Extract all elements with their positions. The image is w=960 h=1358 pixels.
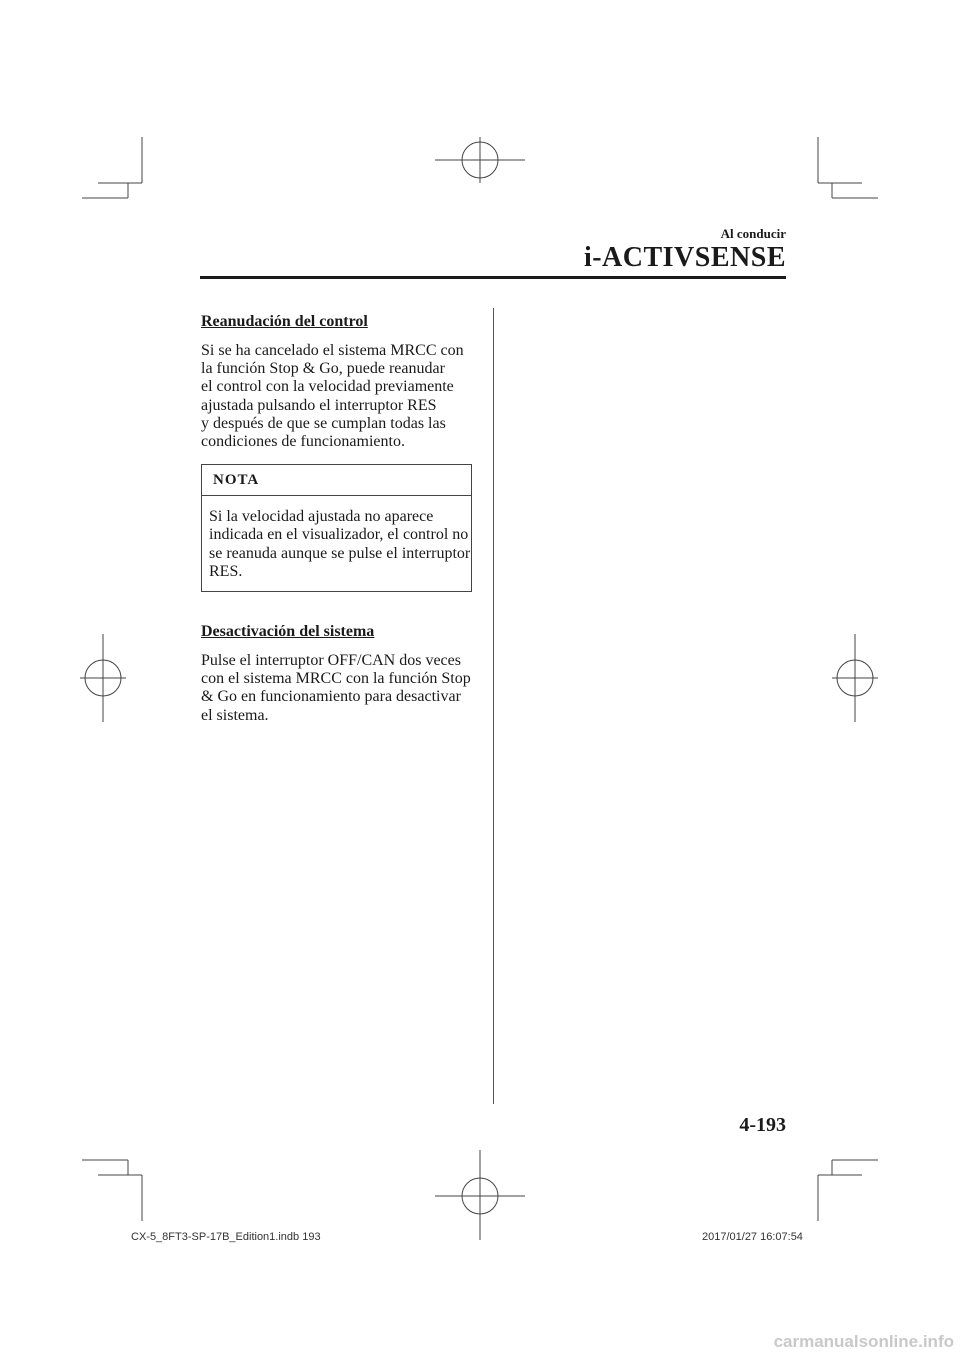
footer-file-info: CX-5_8FT3-SP-17B_Edition1.indb 193	[131, 1231, 321, 1243]
note-body	[202, 496, 471, 591]
resume-line: el control con la velocidad previamente	[201, 378, 454, 396]
left-column	[201, 312, 476, 725]
note-title: NOTA	[202, 465, 471, 496]
resume-line: y después de que se cumplan todas las	[201, 414, 446, 432]
note-line: Si la velocidad ajustada no aparece	[209, 508, 434, 526]
note-line: RES.	[209, 562, 243, 580]
note-line: se reanuda aunque se pulse el interruptor	[209, 544, 471, 562]
deactivation-line: Pulse el interruptor OFF/CAN dos veces	[201, 652, 461, 670]
header-rule	[200, 276, 786, 279]
resume-paragraph	[201, 342, 476, 451]
deactivation-line: el sistema.	[201, 706, 269, 724]
chapter-title: i-ACTIVSENSE	[583, 242, 786, 273]
column-divider	[493, 308, 494, 1104]
resume-line: ajustada pulsando el interruptor RES	[201, 396, 437, 414]
resume-heading: Reanudación del control	[201, 313, 368, 330]
page-number: 4-193	[739, 1114, 786, 1136]
deactivation-paragraph	[201, 652, 476, 725]
deactivation-line: & Go en funcionamiento para desactivar	[201, 688, 461, 706]
section-label: Al conducir	[720, 226, 786, 241]
deactivation-line: con el sistema MRCC con la función Stop	[201, 670, 471, 688]
watermark: carmanualsonline.info	[773, 1332, 954, 1351]
deactivation-heading: Desactivación del sistema	[201, 623, 375, 641]
resume-line: condiciones de funcionamiento.	[201, 433, 405, 451]
note-line: indicada en el visualizador, el control no	[209, 526, 469, 544]
resume-line: la función Stop & Go, puede reanudar	[201, 360, 445, 378]
resume-line: Si se ha cancelado el sistema MRCC con	[201, 342, 464, 359]
footer-timestamp: 2017/01/27 16:07:54	[702, 1231, 803, 1243]
note-box	[201, 464, 472, 592]
